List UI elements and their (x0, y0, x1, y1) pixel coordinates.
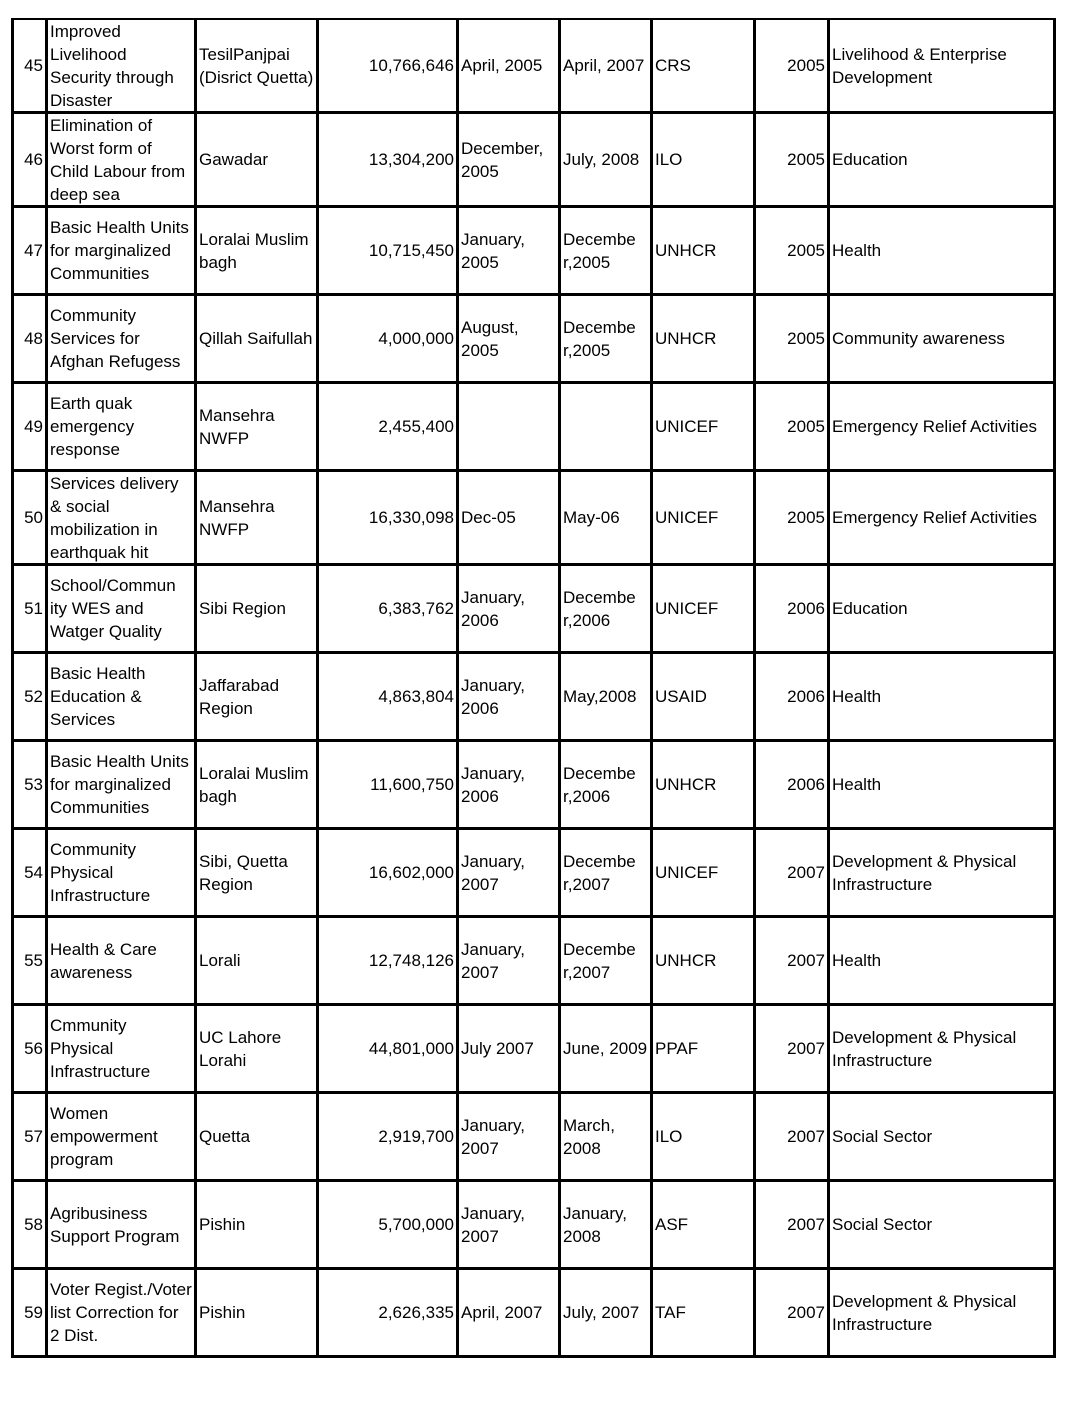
sector-cell (829, 207, 1055, 295)
project-location-cell (196, 917, 318, 1005)
project-title: School/Commun ity WES and Watger Quality (50, 576, 176, 641)
sector: Emergency Relief Activities (832, 508, 1038, 527)
sector-cell (829, 471, 1055, 565)
sector-cell (829, 653, 1055, 741)
project-location: Qillah Saifullah (199, 329, 313, 348)
project-amount-cell (318, 653, 458, 741)
donor: UNHCR (655, 241, 717, 260)
start-date-cell (458, 917, 560, 1005)
project-amount-cell (318, 1269, 458, 1357)
project-location: Loralai Muslim bagh (199, 229, 309, 272)
project-year-cell (755, 565, 829, 653)
project-location: Sibi Region (199, 599, 286, 618)
table-row (13, 295, 1055, 383)
project-title: Basic Health Units for marginalized Communities (50, 752, 189, 817)
sector-cell (829, 295, 1055, 383)
project-amount-cell (318, 19, 458, 113)
project-year: 2005 (787, 241, 825, 260)
project-amount-cell (318, 565, 458, 653)
project-title: Basic Health Education & Services (50, 664, 146, 729)
row-number-cell (13, 653, 47, 741)
start-date-cell (458, 1181, 560, 1269)
project-year-cell (755, 1269, 829, 1357)
end-date: June, 2009 (563, 1039, 648, 1058)
donor: ILO (655, 150, 683, 169)
table-row (13, 653, 1055, 741)
end-date: Decembe r,2006 (563, 587, 636, 630)
project-location: Quetta (199, 1127, 251, 1146)
end-date: Decembe r,2005 (563, 317, 636, 360)
start-date-cell (458, 829, 560, 917)
sector: Development & Physical Infrastructure (832, 1027, 1017, 1070)
project-year-cell (755, 383, 829, 471)
end-date: Decembe r,2006 (563, 763, 636, 806)
donor: UNHCR (655, 951, 717, 970)
sector-cell (829, 1093, 1055, 1181)
project-location-cell (196, 19, 318, 113)
project-year: 2007 (787, 1039, 825, 1058)
row-number: 53 (24, 775, 43, 794)
end-date-cell (560, 207, 652, 295)
donor-cell (652, 1269, 755, 1357)
end-date-cell (560, 741, 652, 829)
project-title-cell (47, 295, 196, 383)
project-location: Pishin (199, 1215, 246, 1234)
project-title-cell (47, 1181, 196, 1269)
table-row (13, 113, 1055, 207)
project-year-cell (755, 1005, 829, 1093)
project-amount: 11,600,750 (370, 775, 454, 794)
end-date: Decembe r,2005 (563, 229, 636, 272)
donor: ILO (655, 1127, 683, 1146)
sector-cell (829, 1181, 1055, 1269)
table-row (13, 565, 1055, 653)
donor-cell (652, 207, 755, 295)
project-title: Basic Health Units for marginalized Communities (50, 218, 189, 283)
sector: Development & Physical Infrastructure (832, 1291, 1017, 1334)
project-title: Voter Regist./Voter list Correction for 2 Dist. (50, 1280, 192, 1345)
start-date: April, 2005 (461, 56, 543, 75)
end-date-cell (560, 1181, 652, 1269)
end-date: Decembe r,2007 (563, 939, 636, 982)
project-year: 2005 (787, 56, 825, 75)
project-location: Mansehra NWFP (199, 405, 275, 448)
donor-cell (652, 1005, 755, 1093)
project-year-cell (755, 829, 829, 917)
project-location-cell (196, 1181, 318, 1269)
donor: UNICEF (655, 599, 719, 618)
start-date-cell (458, 1269, 560, 1357)
project-location: Jaffarabad Region (199, 675, 280, 718)
sector-cell (829, 113, 1055, 207)
project-amount: 16,602,000 (368, 863, 454, 882)
row-number: 51 (24, 599, 43, 618)
start-date-cell (458, 1093, 560, 1181)
project-amount-cell (318, 295, 458, 383)
project-amount-cell (318, 1005, 458, 1093)
project-title: Women empowerment program (50, 1104, 158, 1169)
end-date-cell (560, 653, 652, 741)
project-title: Health & Care awareness (50, 939, 157, 982)
project-amount: 10,715,450 (368, 241, 454, 260)
end-date: July, 2008 (563, 150, 640, 169)
start-date-cell (458, 383, 560, 471)
project-year: 2006 (787, 687, 825, 706)
end-date-cell (560, 1005, 652, 1093)
project-amount: 5,700,000 (378, 1215, 454, 1234)
project-year: 2005 (787, 508, 825, 527)
row-number: 49 (24, 417, 43, 436)
donor-cell (652, 19, 755, 113)
start-date-cell (458, 207, 560, 295)
sector: Development & Physical Infrastructure (832, 851, 1017, 894)
row-number: 59 (24, 1303, 43, 1322)
table-row (13, 1269, 1055, 1357)
project-amount-cell (318, 917, 458, 1005)
sector: Emergency Relief Activities (832, 417, 1038, 436)
project-location-cell (196, 207, 318, 295)
project-location-cell (196, 1269, 318, 1357)
project-amount: 2,455,400 (378, 417, 454, 436)
project-year-cell (755, 19, 829, 113)
project-year: 2007 (787, 863, 825, 882)
donor-cell (652, 917, 755, 1005)
start-date: December, 2005 (461, 138, 544, 181)
project-title: Agribusiness Support Program (50, 1203, 180, 1246)
project-amount: 2,626,335 (378, 1303, 454, 1322)
project-location: Lorali (199, 951, 241, 970)
project-location: Sibi, Quetta Region (199, 851, 288, 894)
project-title: Cmmunity Physical Infrastructure (50, 1016, 151, 1081)
donor: USAID (655, 687, 707, 706)
project-title-cell (47, 383, 196, 471)
start-date-cell (458, 19, 560, 113)
project-year: 2005 (787, 329, 825, 348)
project-location-cell (196, 653, 318, 741)
donor-cell (652, 1181, 755, 1269)
donor: CRS (655, 56, 691, 75)
row-number-cell (13, 741, 47, 829)
project-title-cell (47, 917, 196, 1005)
project-amount-cell (318, 1093, 458, 1181)
donor-cell (652, 565, 755, 653)
sector-cell (829, 565, 1055, 653)
start-date: January, 2005 (461, 229, 525, 272)
project-location-cell (196, 1093, 318, 1181)
row-number: 47 (24, 241, 43, 260)
projects-table (11, 18, 1056, 1358)
row-number: 57 (24, 1127, 43, 1146)
end-date-cell (560, 113, 652, 207)
project-title: Earth quak emergency response (50, 394, 135, 459)
table-row (13, 207, 1055, 295)
project-amount-cell (318, 829, 458, 917)
donor-cell (652, 1093, 755, 1181)
project-location-cell (196, 113, 318, 207)
row-number-cell (13, 207, 47, 295)
project-location: Loralai Muslim bagh (199, 763, 309, 806)
project-year-cell (755, 113, 829, 207)
donor: TAF (655, 1303, 686, 1322)
sector-cell (829, 383, 1055, 471)
project-location-cell (196, 1005, 318, 1093)
row-number-cell (13, 1005, 47, 1093)
project-year-cell (755, 207, 829, 295)
project-amount: 10,766,646 (368, 56, 454, 75)
sector: Education (832, 599, 908, 618)
project-title-cell (47, 741, 196, 829)
project-amount: 2,919,700 (378, 1127, 454, 1146)
donor: UNICEF (655, 417, 719, 436)
project-amount: 12,748,126 (368, 951, 454, 970)
project-title-cell (47, 1005, 196, 1093)
row-number: 50 (24, 508, 43, 527)
sector-cell (829, 741, 1055, 829)
project-year-cell (755, 471, 829, 565)
sector: Livelihood & Enterprise Development (832, 44, 1007, 87)
table-row (13, 741, 1055, 829)
end-date-cell (560, 1269, 652, 1357)
sector: Health (832, 687, 882, 706)
donor-cell (652, 653, 755, 741)
end-date-cell (560, 1093, 652, 1181)
sector: Social Sector (832, 1127, 933, 1146)
sector-cell (829, 917, 1055, 1005)
start-date: Dec-05 (461, 508, 516, 527)
donor-cell (652, 295, 755, 383)
row-number-cell (13, 383, 47, 471)
start-date-cell (458, 113, 560, 207)
start-date: January, 2006 (461, 675, 525, 718)
project-year: 2007 (787, 1215, 825, 1234)
project-year: 2007 (787, 951, 825, 970)
sector-cell (829, 829, 1055, 917)
donor: UNHCR (655, 775, 717, 794)
project-year: 2006 (787, 599, 825, 618)
start-date: August, 2005 (461, 317, 519, 360)
project-title-cell (47, 565, 196, 653)
end-date-cell (560, 19, 652, 113)
end-date: May,2008 (563, 687, 637, 706)
project-amount: 6,383,762 (378, 599, 454, 618)
start-date-cell (458, 741, 560, 829)
project-title-cell (47, 207, 196, 295)
donor: ASF (655, 1215, 689, 1234)
project-amount: 44,801,000 (368, 1039, 454, 1058)
project-title: Community Services for Afghan Refugess (50, 306, 181, 371)
project-year-cell (755, 295, 829, 383)
start-date-cell (458, 471, 560, 565)
start-date: January, 2007 (461, 851, 525, 894)
row-number-cell (13, 565, 47, 653)
project-year: 2006 (787, 775, 825, 794)
row-number-cell (13, 113, 47, 207)
start-date-cell (458, 565, 560, 653)
project-year-cell (755, 917, 829, 1005)
donor: UNHCR (655, 329, 717, 348)
start-date: January, 2006 (461, 587, 525, 630)
sector: Education (832, 150, 908, 169)
row-number-cell (13, 295, 47, 383)
table-row (13, 19, 1055, 113)
start-date: January, 2006 (461, 763, 525, 806)
sector: Health (832, 775, 882, 794)
donor: UNICEF (655, 508, 719, 527)
sector-cell (829, 19, 1055, 113)
table-row (13, 1093, 1055, 1181)
donor-cell (652, 383, 755, 471)
sector: Community awareness (832, 329, 1005, 348)
donor-cell (652, 741, 755, 829)
end-date-cell (560, 917, 652, 1005)
start-date: January, 2007 (461, 1203, 525, 1246)
project-amount-cell (318, 1181, 458, 1269)
start-date: January, 2007 (461, 939, 525, 982)
project-year: 2005 (787, 150, 825, 169)
project-title-cell (47, 113, 196, 207)
project-location: UC Lahore Lorahi (199, 1027, 282, 1070)
row-number-cell (13, 1181, 47, 1269)
project-location-cell (196, 565, 318, 653)
row-number: 58 (24, 1215, 43, 1234)
row-number-cell (13, 1269, 47, 1357)
start-date-cell (458, 653, 560, 741)
sector-cell (829, 1005, 1055, 1093)
project-title: Elimination of Worst form of Child Labour from deep sea (50, 116, 186, 204)
start-date: July 2007 (461, 1039, 534, 1058)
sector-cell (829, 1269, 1055, 1357)
end-date: May-06 (563, 508, 620, 527)
end-date-cell (560, 565, 652, 653)
table-row (13, 471, 1055, 565)
row-number-cell (13, 19, 47, 113)
end-date-cell (560, 383, 652, 471)
project-amount-cell (318, 113, 458, 207)
table-row (13, 917, 1055, 1005)
row-number: 45 (24, 56, 43, 75)
table-row (13, 1005, 1055, 1093)
project-location: Pishin (199, 1303, 246, 1322)
project-location-cell (196, 471, 318, 565)
project-title: Improved Livelihood Security through Disaster (50, 22, 174, 110)
row-number-cell (13, 917, 47, 1005)
project-year: 2005 (787, 417, 825, 436)
project-amount: 4,863,804 (378, 687, 454, 706)
start-date: April, 2007 (461, 1303, 543, 1322)
row-number: 54 (24, 863, 43, 882)
project-location-cell (196, 295, 318, 383)
row-number-cell (13, 471, 47, 565)
project-location-cell (196, 829, 318, 917)
start-date-cell (458, 1005, 560, 1093)
sector: Health (832, 951, 882, 970)
project-amount: 13,304,200 (368, 150, 454, 169)
row-number-cell (13, 1093, 47, 1181)
table-row (13, 1181, 1055, 1269)
donor-cell (652, 471, 755, 565)
project-year: 2007 (787, 1127, 825, 1146)
project-amount: 16,330,098 (368, 508, 454, 527)
end-date: July, 2007 (563, 1303, 640, 1322)
project-amount: 4,000,000 (378, 329, 454, 348)
end-date-cell (560, 471, 652, 565)
project-year-cell (755, 1181, 829, 1269)
project-year-cell (755, 741, 829, 829)
end-date-cell (560, 295, 652, 383)
end-date: March, 2008 (563, 1115, 615, 1158)
project-location: TesilPanjpai (Disrict Quetta) (199, 44, 314, 87)
project-year: 2007 (787, 1303, 825, 1322)
end-date-cell (560, 829, 652, 917)
project-title-cell (47, 653, 196, 741)
project-title-cell (47, 829, 196, 917)
project-location: Mansehra NWFP (199, 496, 275, 539)
project-year-cell (755, 1093, 829, 1181)
project-title: Services delivery & social mobilization in earthquak hit (50, 474, 179, 562)
end-date: January, 2008 (563, 1203, 627, 1246)
project-title-cell (47, 471, 196, 565)
project-amount-cell (318, 207, 458, 295)
row-number: 48 (24, 329, 43, 348)
start-date-cell (458, 295, 560, 383)
project-amount-cell (318, 383, 458, 471)
start-date: January, 2007 (461, 1115, 525, 1158)
donor-cell (652, 829, 755, 917)
sector: Social Sector (832, 1215, 933, 1234)
project-title-cell (47, 1093, 196, 1181)
end-date: April, 2007 (563, 56, 645, 75)
project-amount-cell (318, 471, 458, 565)
project-location-cell (196, 741, 318, 829)
donor-cell (652, 113, 755, 207)
project-year-cell (755, 653, 829, 741)
table-row (13, 829, 1055, 917)
end-date: Decembe r,2007 (563, 851, 636, 894)
donor: PPAF (655, 1039, 699, 1058)
row-number: 55 (24, 951, 43, 970)
row-number-cell (13, 829, 47, 917)
row-number: 46 (24, 150, 43, 169)
project-title-cell (47, 19, 196, 113)
project-location-cell (196, 383, 318, 471)
row-number: 52 (24, 687, 43, 706)
row-number: 56 (24, 1039, 43, 1058)
sector: Health (832, 241, 882, 260)
project-location: Gawadar (199, 150, 268, 169)
table-body (13, 19, 1055, 1357)
donor: UNICEF (655, 863, 719, 882)
project-amount-cell (318, 741, 458, 829)
table-row (13, 383, 1055, 471)
project-title-cell (47, 1269, 196, 1357)
project-title: Community Physical Infrastructure (50, 840, 151, 905)
